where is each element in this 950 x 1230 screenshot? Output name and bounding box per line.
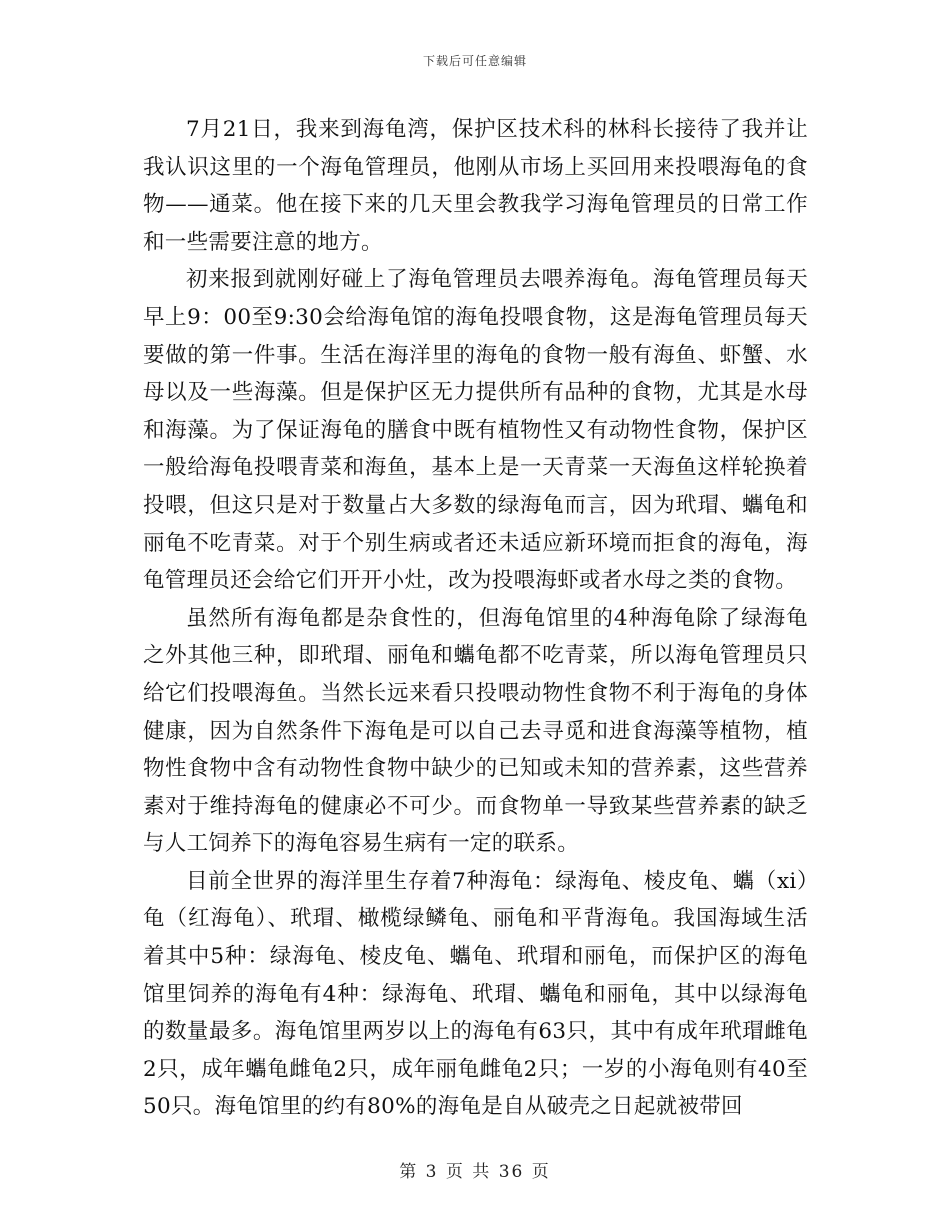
paragraph: 目前全世界的海洋里生存着7种海龟：绿海龟、棱皮龟、蠵（xi）龟（红海龟）、玳瑁、橄榄绿鳞龟、丽龟和平背海龟。我国海域生活着其中5种：绿海龟、棱皮龟、蠵龟、玳瑁和丽龟，而保护区的海龟馆里饲养的海龟有4种：绿海龟、玳瑁、蠵龟和丽龟，其中以绿海龟的数量最多。海龟馆里两岁以上的海龟有63只，其中有成年玳瑁雌龟2只，成年蠵龟雌龟2只，成年丽龟雌龟2只；一岁的小海龟则有40至50只。海龟馆里的约有80%的海龟是自从破壳之日起就被带回: [143, 868, 808, 1120]
paragraph: 虽然所有海龟都是杂食性的，但海龟馆里的4种海龟除了绿海龟之外其他三种，即玳瑁、丽龟和蠵龟都不吃青菜，所以海龟管理员只给它们投喂海鱼。当然长远来看只投喂动物性食物不利于海龟的身体健康，因为自然条件下海龟是可以自己去寻觅和进食海藻等植物，植物性食物中含有动物性食物中缺少的已知或未知的营养素，这些营养素对于维持海龟的健康必不可少。而食物单一导致某些营养素的缺乏与人工饲养下的海龟容易生病有一定的联系。: [143, 605, 808, 857]
paragraph: 初来报到就刚好碰上了海龟管理员去喂养海龟。海龟管理员每天早上9：00至9:30会给海龟馆的海龟投喂食物，这是海龟管理员每天要做的第一件事。生活在海洋里的海龟的食物一般有海鱼、虾蟹、水母以及一些海藻。但是保护区无力提供所有品种的食物，尤其是水母和海藻。为了保证海龟的膳食中既有植物性又有动物性食物，保护区一般给海龟投喂青菜和海鱼，基本上是一天青菜一天海鱼这样轮换着投喂，但这只是对于数量占大多数的绿海龟而言，因为玳瑁、蠵龟和丽龟不吃青菜。对于个别生病或者还未适应新环境而拒食的海龟，海龟管理员还会给它们开开小灶，改为投喂海虾或者水母之类的食物。: [143, 267, 808, 594]
body-text: [143, 111, 808, 1126]
page-number-footer: 第 3 页 共 36 页: [399, 1162, 551, 1182]
paragraph: 7月21日，我来到海龟湾，保护区技术科的林科长接待了我并让我认识这里的一个海龟管理员，他刚从市场上买回用来投喂海龟的食物——通菜。他在接下来的几天里会教我学习海龟管理员的日常工作和一些需要注意的地方。: [143, 117, 808, 255]
page-header: 下载后可任意编辑: [422, 54, 527, 68]
